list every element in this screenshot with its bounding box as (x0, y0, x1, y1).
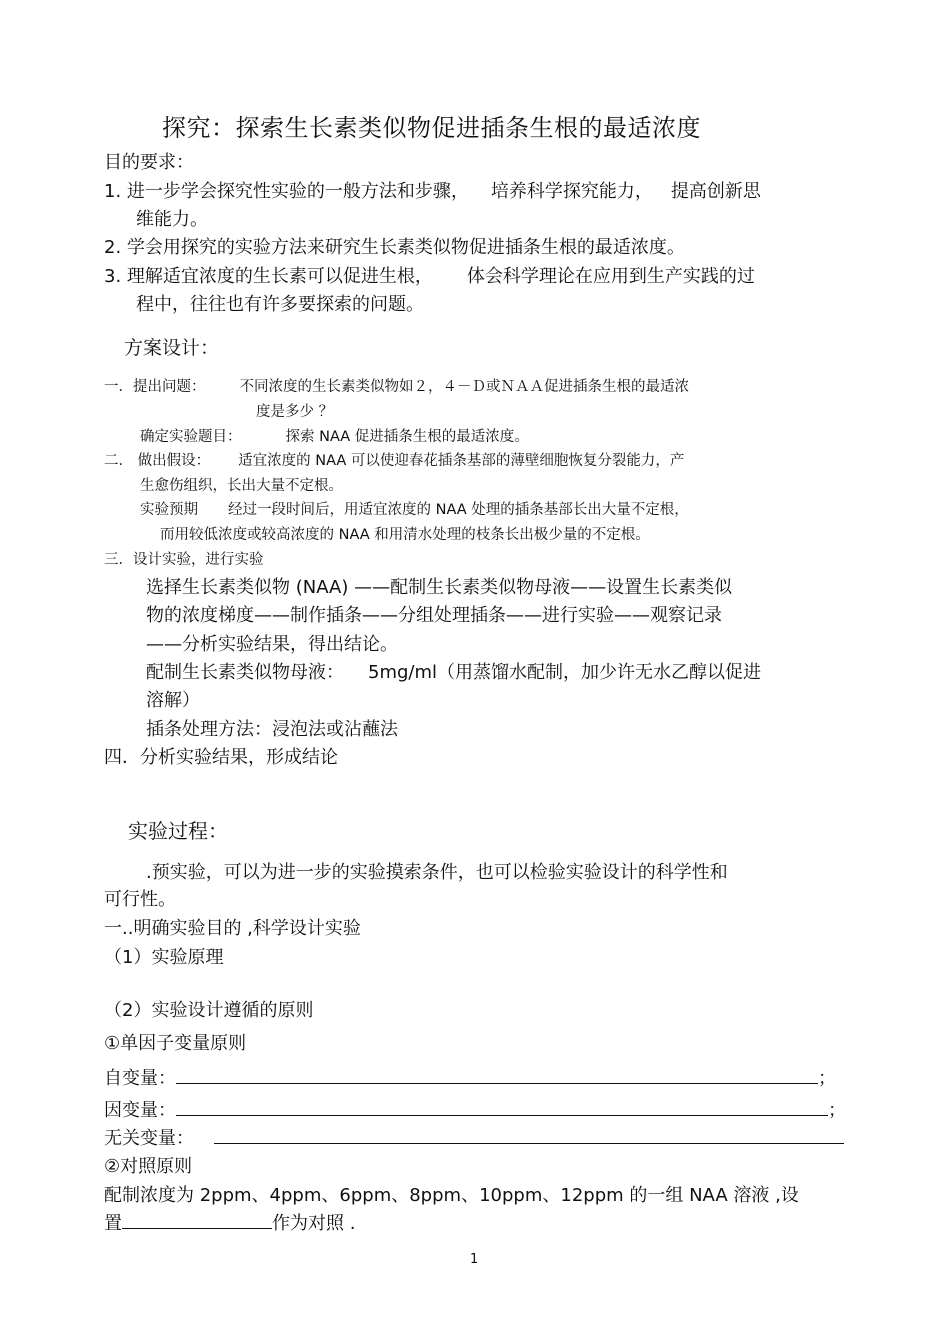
objective-2: 2. 学会用探究的实验方法来研究生长素类似物促进插条生根的最适浓度。 (104, 237, 685, 258)
control-setup-row (104, 1209, 355, 1235)
step-1-text: 不同浓度的生长素类似物如２，４－Ｄ或ＮＡＡ促进插条生根的最适浓 (239, 379, 689, 395)
process-step-1: 一..明确实验目的 ,科学设计实验 (104, 918, 361, 939)
design-step-3: 三．设计实验，进行实验 (104, 552, 264, 568)
page-number: 1 (470, 1252, 479, 1267)
independent-variable-label: 自变量： (104, 1068, 176, 1089)
page-title: 探究：探索生长素类似物促进插条生根的最适浓度 (162, 114, 701, 142)
control-group-blank[interactable] (122, 1212, 272, 1229)
stock-label: 配制生长素类似物母液： (146, 662, 344, 683)
pre-experiment: .预实验，可以为进一步的实验摸索条件，也可以检验实验设计的科学性和 (146, 862, 728, 883)
expectation (140, 498, 689, 519)
objective-3-part-b: 体会科学理论在应用到生产实践的过 (466, 266, 755, 287)
process-heading: 实验过程： (128, 819, 228, 843)
flow-line-1: 选择生长素类似物 (NAA) ——配制生长素类似物母液——设置生长素类似 (146, 577, 733, 598)
design-step-4: 四．分析实验结果，形成结论 (104, 747, 338, 768)
objective-3-part-a: 3. 理解适宜浓度的生长素可以促进生根， (104, 266, 433, 287)
design-heading: 方案设计： (124, 337, 220, 359)
irrelevant-variable-row (104, 1124, 844, 1150)
control-setup-prefix: 置 (104, 1213, 122, 1234)
flow-line-2: 物的浓度梯度——制作插条——分组处理插条——进行实验——观察记录 (146, 605, 722, 626)
stock-text: 5mg/ml（用蒸馏水配制，加少许无水乙醇以促进 (368, 662, 762, 683)
objective-1-part-c: 提高创新思 (670, 181, 761, 202)
design-step-2-cont: 生愈伤组织，长出大量不定根。 (140, 478, 343, 494)
pre-experiment-cont: 可行性。 (104, 889, 176, 910)
concentration-line: 配制浓度为 2ppm、4ppm、6ppm、8ppm、10ppm、12ppm 的一组 NAA 溶液 ,设 (104, 1185, 799, 1206)
single-variable-rule: ①单因子变量原则 (104, 1033, 247, 1054)
irrelevant-variable-label: 无关变量： (104, 1128, 194, 1149)
principle-heading: （1）实验原理 (104, 947, 224, 968)
design-step-1-cont: 度是多少 ？ (256, 404, 334, 420)
control-setup-suffix: 作为对照 . (272, 1213, 356, 1234)
treatment-method: 插条处理方法：浸泡法或沾蘸法 (146, 719, 398, 740)
objective-1 (104, 177, 761, 203)
step-2-label: 二． 做出假设： (104, 453, 211, 469)
objectives-heading: 目的要求： (104, 152, 194, 173)
dependent-variable-row (104, 1096, 846, 1122)
expectation-text: 经过一段时间后，用适宜浓度的 NAA 处理的插条基部长出大量不定根， (228, 502, 689, 518)
expectation-cont: 而用较低浓度或较高浓度的 NAA 和用清水处理的枝条长出极少量的不定根。 (160, 527, 650, 543)
objective-1-part-b: 培养科学探究能力， (490, 181, 653, 202)
flow-line-3: ——分析实验结果，得出结论。 (146, 634, 398, 655)
objective-1-part-a: 1. 进一步学会探究性实验的一般方法和步骤， (104, 181, 469, 202)
independent-variable-row (104, 1064, 836, 1090)
objective-3 (104, 262, 755, 288)
topic-label: 确定实验题目： (140, 429, 242, 445)
design-step-1 (104, 375, 689, 396)
objective-3-cont: 程中，往往也有许多要探索的问题。 (136, 294, 424, 315)
irrelevant-variable-blank[interactable] (214, 1127, 844, 1144)
dependent-variable-blank[interactable] (176, 1099, 828, 1116)
dependent-variable-label: 因变量： (104, 1100, 176, 1121)
design-step-2 (104, 449, 684, 470)
step-2-text: 适宜浓度的 NAA 可以使迎春花插条基部的薄壁细胞恢复分裂能力，产 (238, 453, 685, 469)
dependent-variable-end: ； (828, 1100, 846, 1121)
topic-text: 探索 NAA 促进插条生根的最适浓度。 (285, 429, 529, 445)
experiment-topic (140, 425, 529, 446)
expectation-label: 实验预期 (140, 502, 198, 518)
objective-1-cont: 维能力。 (136, 209, 208, 230)
control-rule: ②对照原则 (104, 1156, 193, 1177)
step-1-label: 一．提出问题： (104, 379, 206, 395)
design-principles-heading: （2）实验设计遵循的原则 (104, 1000, 314, 1021)
stock-solution (146, 658, 761, 684)
stock-solution-cont: 溶解） (146, 690, 200, 711)
independent-variable-end: ； (818, 1068, 836, 1089)
independent-variable-blank[interactable] (176, 1067, 818, 1084)
